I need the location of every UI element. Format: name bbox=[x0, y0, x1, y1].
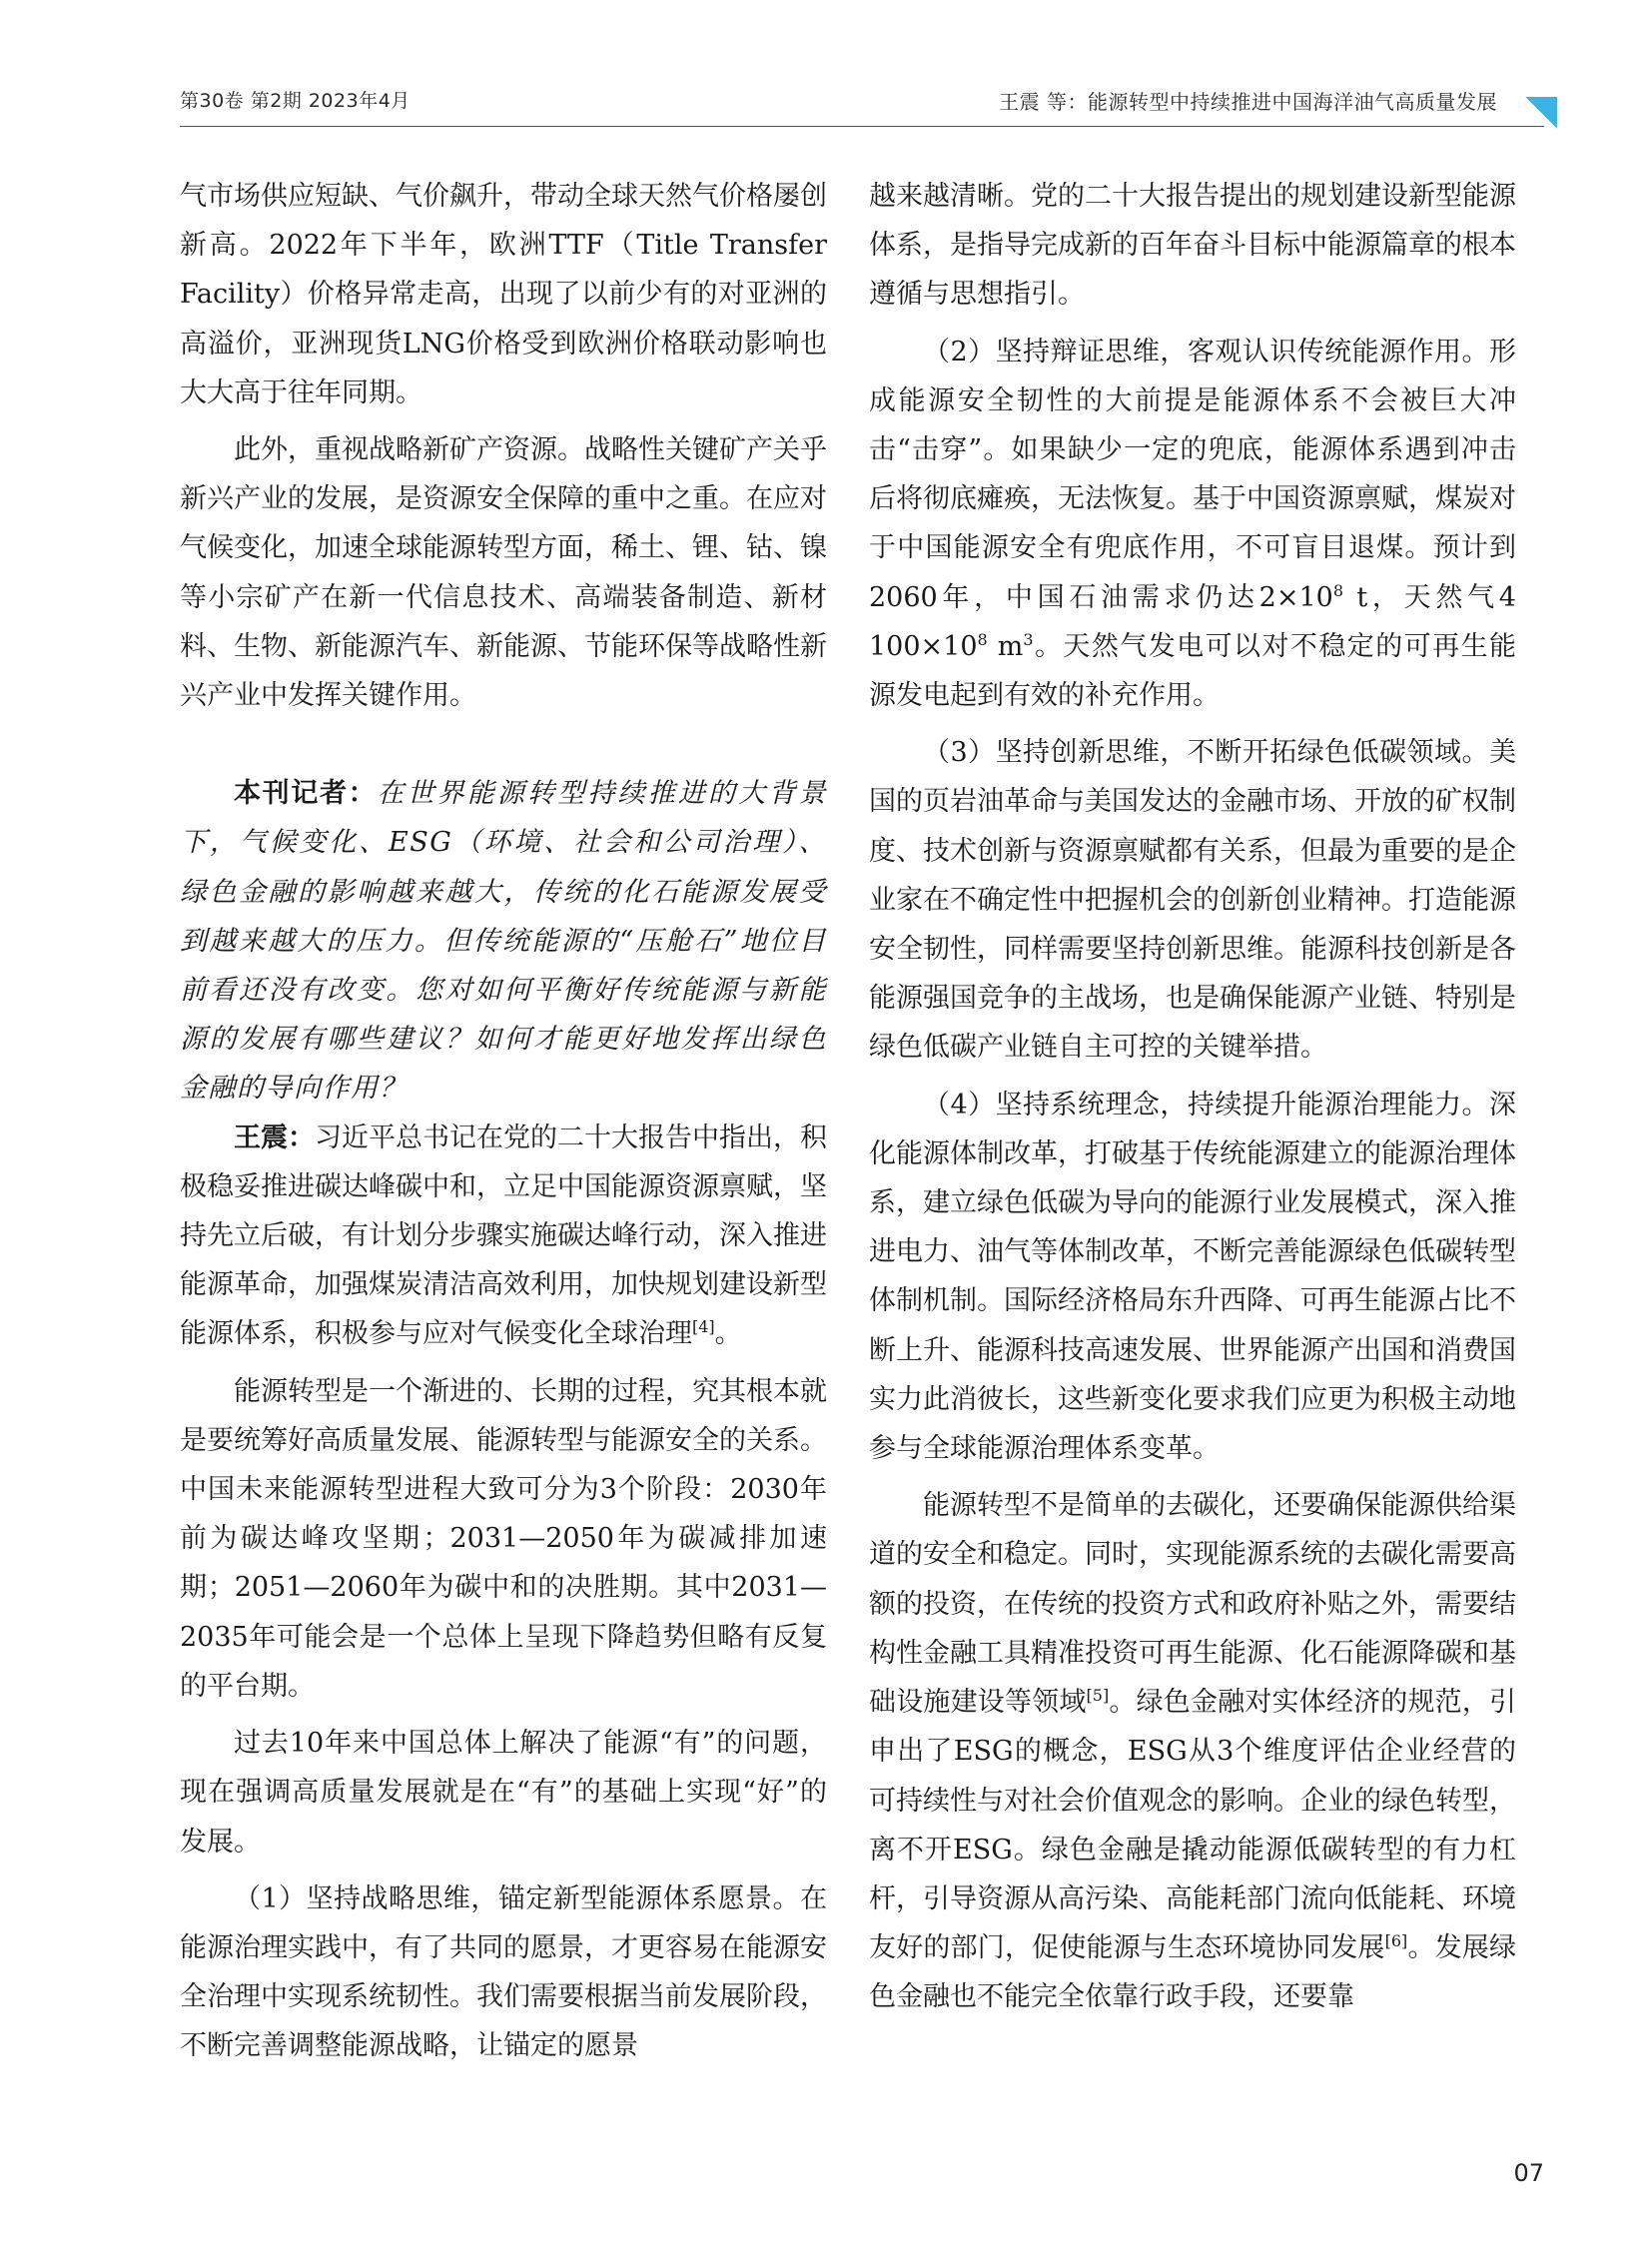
paragraph-text: （2）坚持辩证思维，客观认识传统能源作用。形成能源安全韧性的大前提是能源体系不会被巨大冲击“击穿”。如果缺少一定的兜底，能源体系遇到冲击后将彻底瘫痪，无法恢复。基于中国资源禀赋，煤炭对于中国能源安全有兜底作用，不可盲目退煤。预计到2060年，中国石油需求仍达 bbox=[869, 336, 1516, 613]
paragraph-text: 。天然气发电可以对不稳定的可再生能源发电起到有效的补充作用。 bbox=[869, 630, 1517, 712]
page-number: 07 bbox=[1513, 2159, 1544, 2187]
gas-value: t，天然气4 100×10 bbox=[869, 581, 1516, 662]
exponent: 8 bbox=[1332, 580, 1344, 600]
paragraph-text: 。发展绿色金融也不能完全依靠行政手段，还要靠 bbox=[869, 1932, 1517, 2013]
paragraph: 能源转型是一个渐进的、长期的过程，究其根本就是要统筹好高质量发展、能源转型与能源安全的关系。中国未来能源转型进程大致可分为3个阶段：2030年前为碳达峰攻坚期；2031—2050年为碳减排加速期；2051—2060年为碳中和的决胜期。其中2031—2035年可能会是一个总体上呈现下降趋势但略有反复的平台期。 bbox=[180, 1375, 827, 1702]
paragraph-text: 。绿色金融对实体经济的规范，引申出了ESG的概念，ESG从3个维度评估企业经营的可持续性与对社会价值观念的影响。企业的绿色转型，离不开ESG。绿色金融是撬动能源低碳转型的有力杠杆，引导资源从高污染、高能耗部门流向低能耗、环境友好的部门，促使能源与生态环境协同发展 bbox=[869, 1687, 1517, 1964]
answer-text: 习近平总书记在党的二十大报告中指出，积极稳妥推进碳达峰碳中和，立足中国能源资源禀赋，坚持先立后破，有计划分步骤实施碳达峰行动，深入推进能源革命，加强煤炭清洁高效利用，加快规划建设新型能源体系，积极参与应对气候变化全球治理 bbox=[180, 1121, 827, 1350]
journal-issue-info: 第30卷 第2期 2023年4月 bbox=[180, 90, 411, 112]
header-rule bbox=[180, 126, 1544, 127]
paragraph bbox=[869, 1481, 1516, 2021]
interview-question bbox=[180, 769, 827, 1113]
question-speaker: 本刊记者： bbox=[234, 778, 378, 810]
citation-ref: [5] bbox=[1086, 1686, 1110, 1706]
paragraph: 此外，重视战略新矿产资源。战略性关键矿产关乎新兴产业的发展，是资源安全保障的重中之重。在应对气候变化，加速全球能源转型方面，稀土、锂、钴、镍等小宗矿产在新一代信息技术、高端装备制造、新材料、生物、新能源汽车、新能源、节能环保等战略性新兴产业中发挥关键作用。 bbox=[180, 434, 827, 712]
running-title: 王震 等：能源转型中持续推进中国海洋油气高质量发展 bbox=[999, 90, 1497, 114]
interview-answer bbox=[180, 1114, 827, 1359]
right-column bbox=[869, 172, 1516, 2022]
paragraph: 越来越清晰。党的二十大报告提出的规划建设新型能源体系，是指导完成新的百年奋斗目标中能源篇章的根本遵循与思想指引。 bbox=[869, 181, 1516, 311]
exponent: 8 bbox=[977, 629, 988, 649]
paragraph: 过去10年来中国总体上解决了能源“有”的问题，现在强调高质量发展就是在“有”的基础上实现“好”的发展。 bbox=[180, 1728, 827, 1858]
question-text: 在世界能源转型持续推进的大背景下，气候变化、ESG（环境、社会和公司治理）、绿色金融的影响越来越大，传统的化石能源发展受到越来越大的压力。但传统能源的“压舱石”地位目前看还没有改变。您对如何平衡好传统能源与新能源的发展有哪些建议？如何才能更好地发挥出绿色金融的导向作用？ bbox=[180, 778, 828, 1105]
citation-ref: [6] bbox=[1384, 1931, 1408, 1951]
paragraph: （1）坚持战略思维，锚定新型能源体系愿景。在能源治理实践中，有了共同的愿景，才更容易在能源安全治理中实现系统韧性。我们需要根据当前发展阶段，不断完善调整能源战略，让锚定的愿景 bbox=[180, 1882, 827, 2062]
citation-ref: [4] bbox=[692, 1317, 715, 1337]
corner-triangle-icon bbox=[1525, 97, 1557, 129]
exponent: 3 bbox=[1023, 629, 1034, 649]
paragraph: （3）坚持创新思维，不断开拓绿色低碳领域。美国的页岩油革命与美国发达的金融市场、开放的矿权制度、技术创新与资源禀赋都有关系，但最为重要的是企业家在不确定性中把握机会的创新创业精神。打造能源安全韧性，同样需要坚持创新思维。能源科技创新是各能源强国竞争的主战场，也是确保能源产业链、特别是绿色低碳产业链自主可控的关键举措。 bbox=[869, 737, 1516, 1064]
paragraph bbox=[869, 328, 1516, 721]
unit: m bbox=[987, 630, 1024, 662]
left-column bbox=[180, 172, 827, 2071]
oil-value: 2×10 bbox=[1258, 581, 1333, 613]
punctuation: 。 bbox=[714, 1318, 742, 1350]
paragraph-text: 能源转型不是简单的去碳化，还要确保能源供给渠道的安全和稳定。同时，实现能源系统的去碳化需要高额的投资，在传统的投资方式和政府补贴之外，需要结构性金融工具精准投资可再生能源、化石能源降碳和基础设施建设等领域 bbox=[869, 1490, 1516, 1719]
answer-speaker: 王震： bbox=[234, 1121, 315, 1153]
paragraph: （4）坚持系统理念，持续提升能源治理能力。深化能源体制改革，打破基于传统能源建立的能源治理体系，建立绿色低碳为导向的能源行业发展模式，深入推进电力、油气等体制改革，不断完善能源绿色低碳转型体制机制。国际经济格局东升西降、可再生能源占比不断上升、能源科技高速发展、世界能源产出国和消费国实力此消彼长，这些新变化要求我们应更为积极主动地参与全球能源治理体系变革。 bbox=[869, 1089, 1516, 1465]
paragraph: 气市场供应短缺、气价飙升，带动全球天然气价格屡创新高。2022年下半年，欧洲TTF（Title Transfer Facility）价格异常走高，出现了以前少有的对亚洲的高溢价，亚洲现货LNG价格受到欧洲价格联动影响也大大高于往年同期。 bbox=[180, 181, 827, 408]
